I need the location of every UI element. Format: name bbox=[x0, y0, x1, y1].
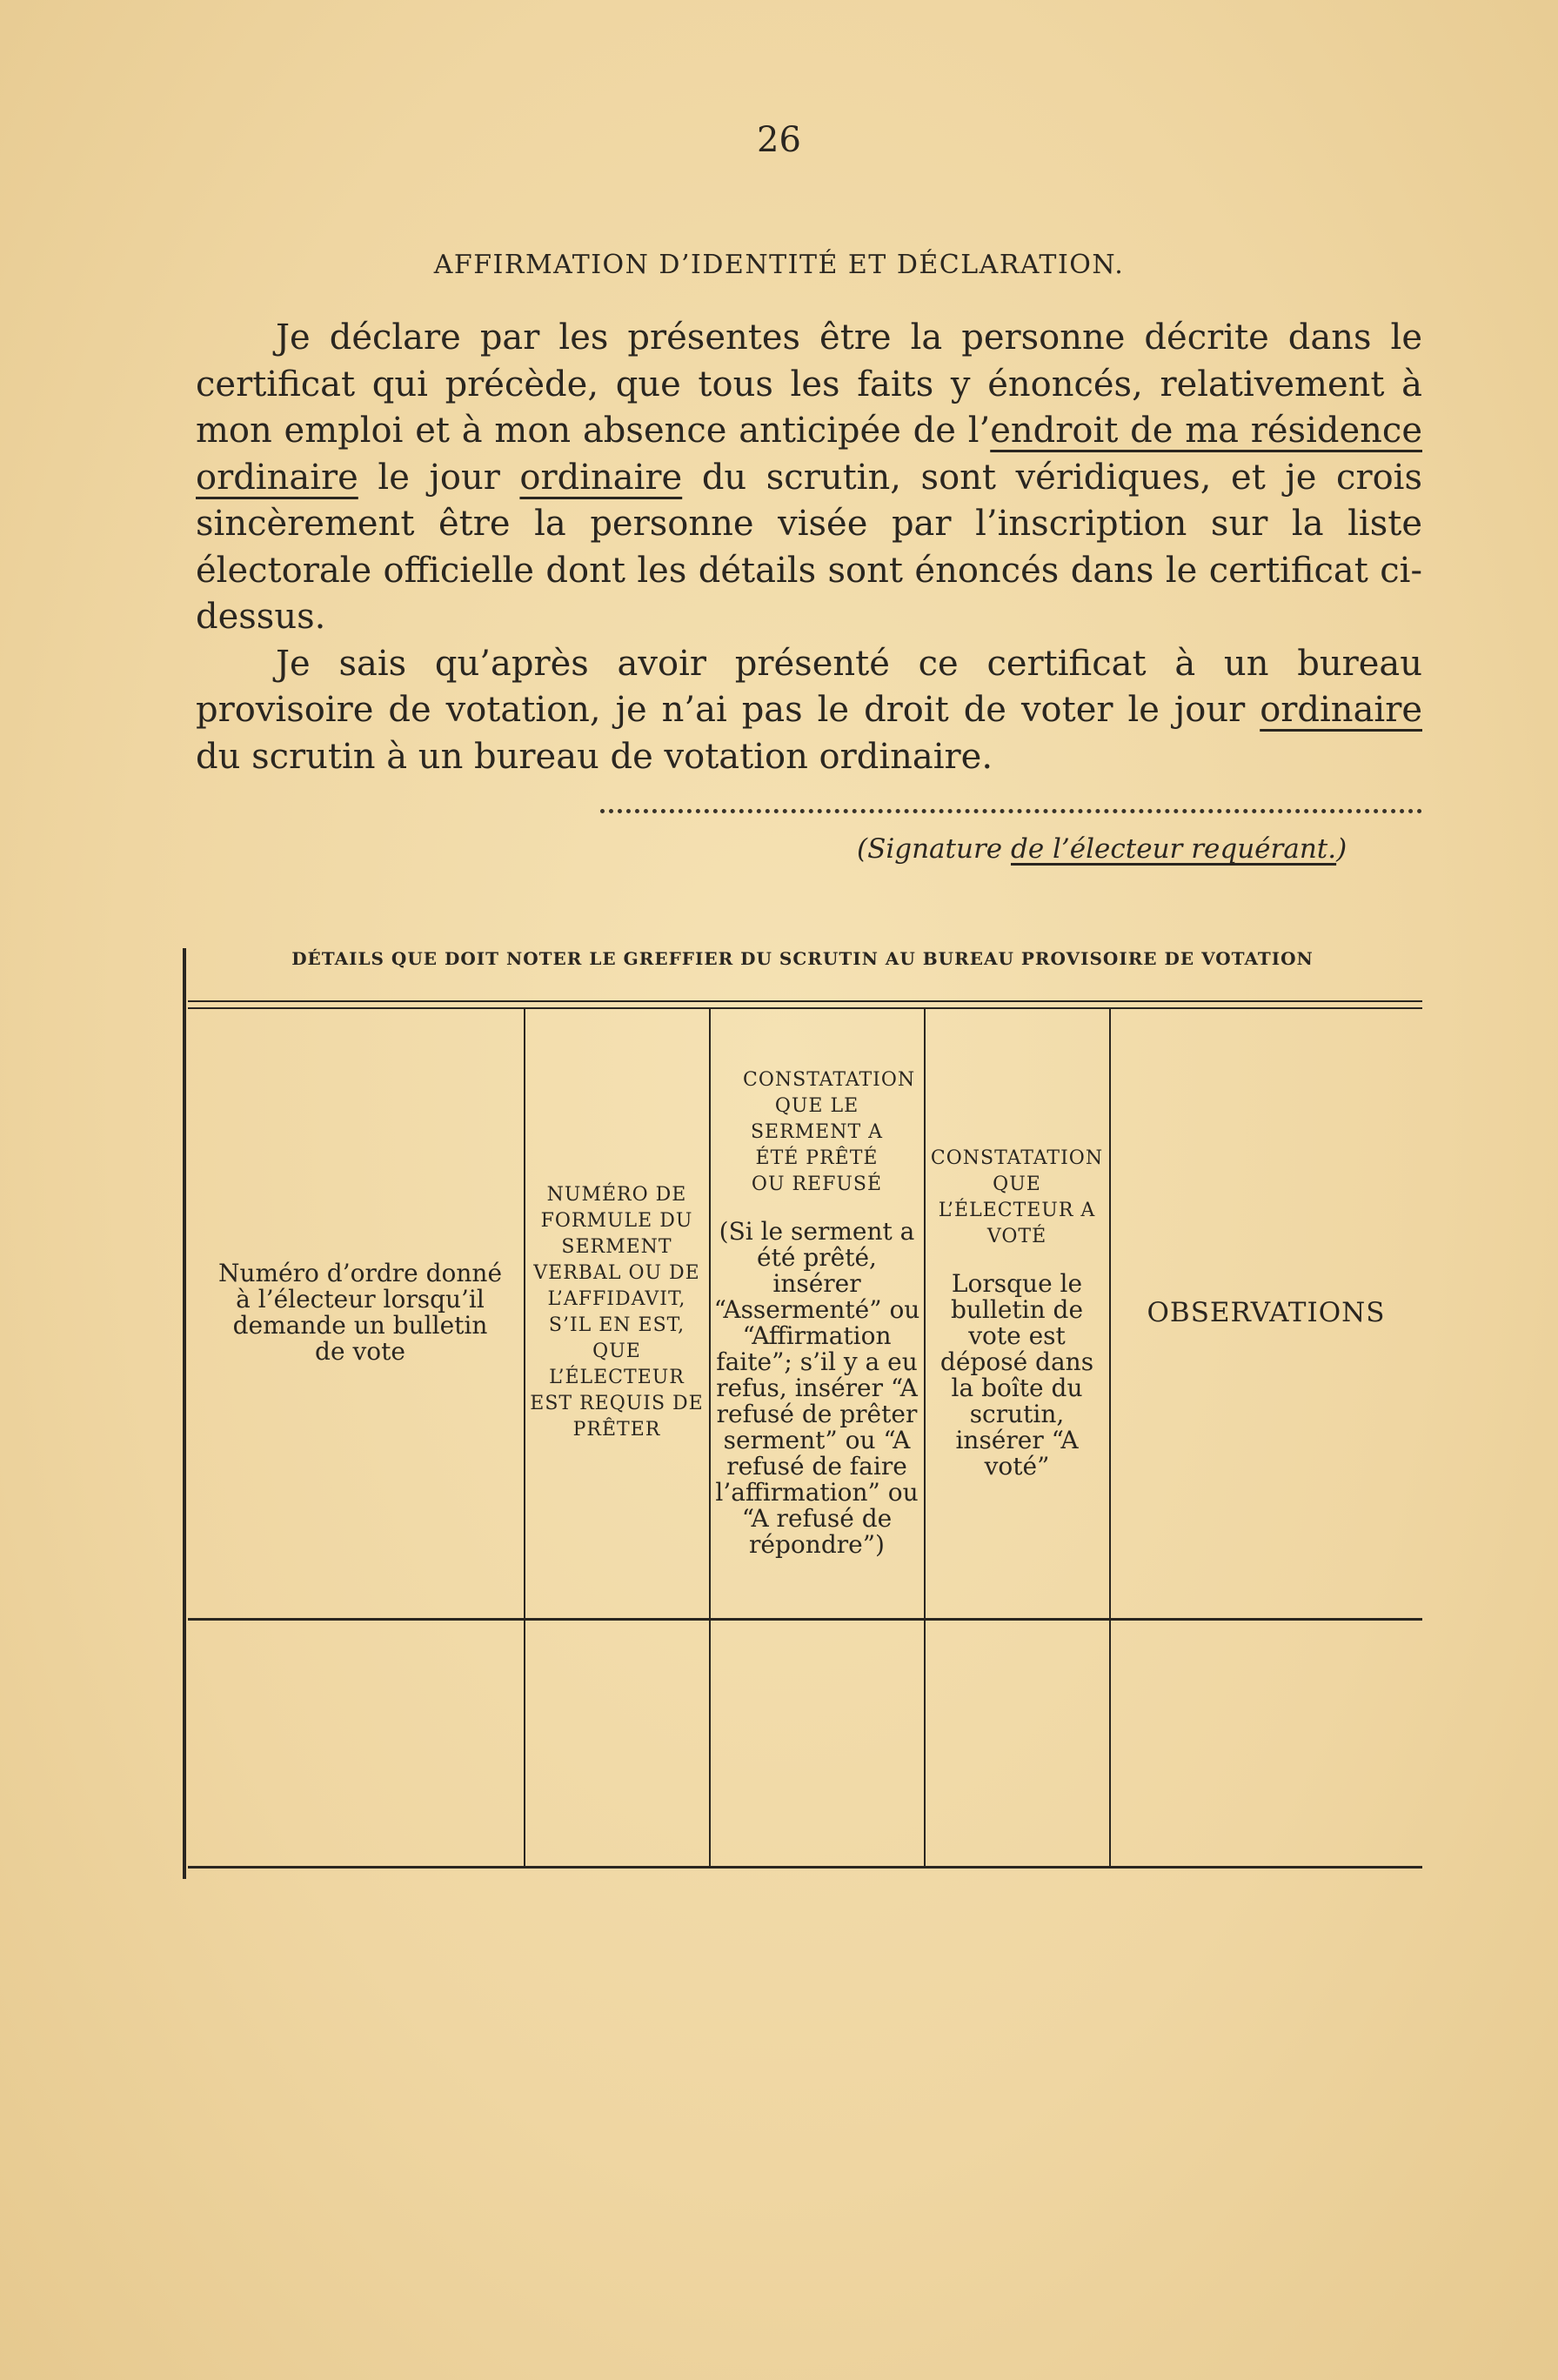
column-order-number: Numéro d’ordre donné à l’électeur lorsqu’il demande un bulletin de vote bbox=[217, 1259, 503, 1366]
signature-line bbox=[600, 809, 1422, 813]
column-oath-taken: CONSTATATION QUE LE SERMENT A ÉTÉ PRÊTÉ OU REFUSÉ (Si le serment a été prêté, insérer “Assermenté” ou “Affirmation faite”; s’il y a eu refus, insérer “A refusé de prêter serment” ou “A refusé de faire l’affirmation” ou “A refusé de répondre”) bbox=[713, 1069, 920, 1559]
column-oath-form-number: NUMÉRO DE FORMULE DU SERMENT VERBAL OU DE L’AFFIDAVIT, S’IL EN EST, QUE L’ÉLECTEUR EST REQUIS DE PRÊTER bbox=[530, 1184, 704, 1441]
table-heading: DÉTAILS QUE DOIT NOTER LE GREFFIER DU SCRUTIN AU BUREAU PROVISOIRE DE VOTATION bbox=[291, 948, 1314, 969]
underlined-ordinary: ordinaire bbox=[519, 457, 683, 498]
signature-caption: (Signature de l’électeur requérant.) bbox=[857, 833, 1347, 865]
underlined-ordinary-2: ordinaire bbox=[1260, 690, 1422, 730]
voting-details-table bbox=[183, 948, 1422, 1879]
table-left-border bbox=[183, 948, 186, 1879]
page-number: 26 bbox=[757, 120, 801, 160]
header-divider bbox=[188, 1618, 1422, 1621]
underlined-residence: endroit de ma résidence ordinaire bbox=[196, 411, 1422, 498]
declaration-text bbox=[196, 315, 1422, 780]
heading-rule bbox=[188, 1000, 1422, 1002]
declaration-paragraph-2: Je sais qu’après avoir présenté ce certificat à un bureau provisoire de votation, je n’ai pas le droit de voter le jour ordinaire du scrutin à un bureau de votation ordinaire. bbox=[196, 643, 1422, 777]
column-observations: OBSERVATIONS bbox=[1147, 1297, 1386, 1328]
declaration-paragraph-1: Je déclare par les présentes être la personne décrite dans le certificat qui précède, que tous les faits y énoncés, relativement à mon emploi et à mon absence anticipée de l’endroit de ma résidence ordinaire le jour ordinaire du scrutin, sont véridiques, et je crois sincèrement être la personne visée par l’inscription sur la liste électorale officielle dont les détails sont énoncés dans le certificat ci-dessus. bbox=[196, 318, 1422, 637]
column-voter-voted: CONSTATATION QUE L’ÉLECTEUR A VOTÉ Lorsque le bulletin de vote est déposé dans la boîte du scrutin, insérer “A voté” bbox=[930, 1147, 1104, 1481]
section-title: AFFIRMATION D’IDENTITÉ ET DÉCLARATION. bbox=[433, 250, 1125, 280]
table-bottom-rule bbox=[188, 1866, 1422, 1869]
